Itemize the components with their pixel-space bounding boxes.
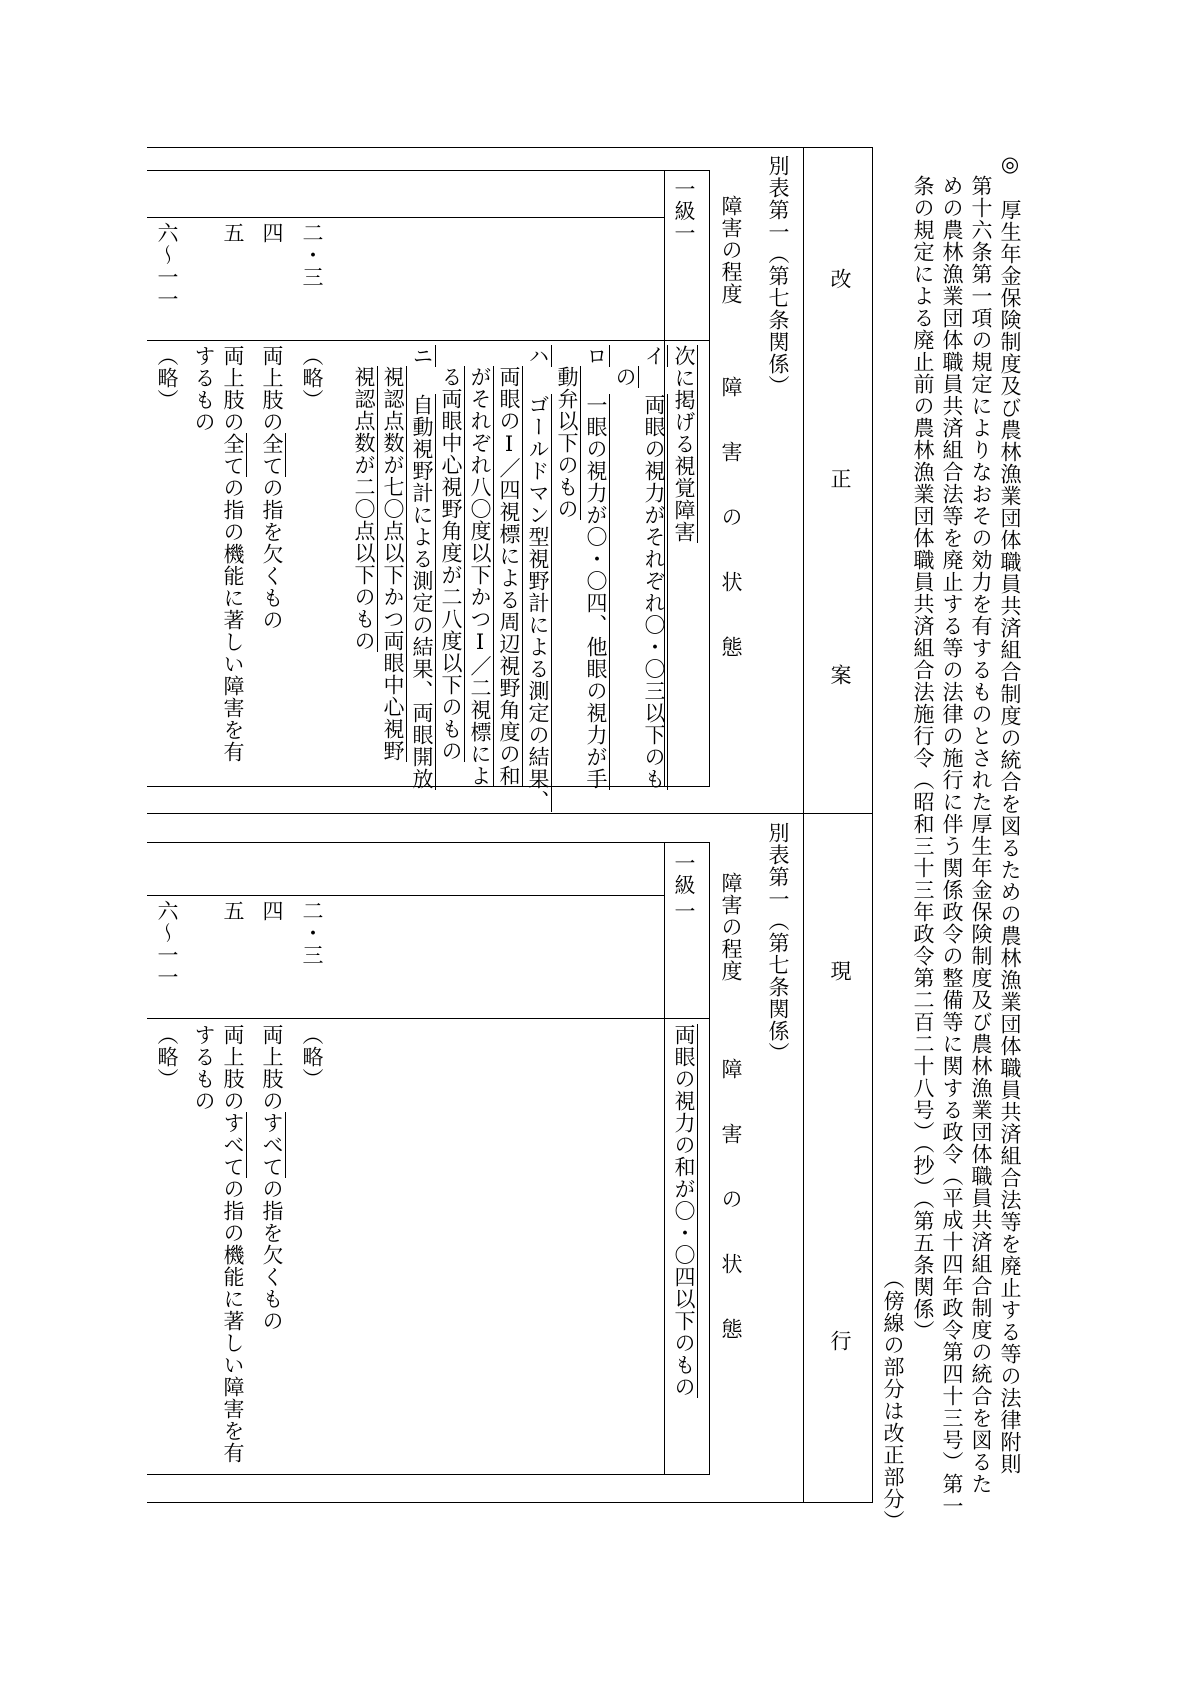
current-header-grade: 障害の程度 bbox=[719, 872, 743, 982]
revised-state-1-i-mark bbox=[640, 345, 668, 367]
revised-label-3: 案 bbox=[828, 664, 852, 686]
current-state-5-line1: 両上肢のすべての指の機能に著しい障害を有 bbox=[221, 1024, 245, 1464]
revised-state-1-ni-line3 bbox=[350, 366, 378, 652]
revised-state-1-ro-mark bbox=[582, 345, 610, 367]
current-table-title: 別表第一（第七条関係） bbox=[766, 822, 790, 1064]
amended-text: ゴールドマン型視野計による測定の結果、 bbox=[526, 394, 550, 812]
revised-grade-1: 一 bbox=[672, 222, 696, 244]
revised-grade-2-3: 二・三 bbox=[300, 222, 324, 288]
amended-text: の bbox=[613, 366, 637, 388]
current-table-bottom bbox=[147, 1474, 710, 1475]
current-grade-5: 五 bbox=[221, 900, 245, 922]
amended-text: 視認点数が七〇点以下かつ両眼中心視野 bbox=[381, 366, 405, 762]
current-grade-header: 一級 bbox=[672, 852, 696, 896]
current-state-4: 両上肢のすべての指を欠くもの bbox=[260, 1024, 284, 1332]
current-grade-6-11: 六〜一一 bbox=[155, 900, 179, 988]
revised-grade-4: 四 bbox=[260, 222, 284, 244]
revised-state-1-ro-line1 bbox=[582, 394, 610, 790]
amended-text: 両眼の視力の和が〇・〇四以下のもの bbox=[672, 1024, 696, 1398]
current-header-divider bbox=[664, 842, 665, 1475]
amended-text: すべて bbox=[221, 1112, 245, 1178]
current-label-1: 現 bbox=[828, 960, 852, 982]
revised-table-right bbox=[709, 170, 710, 787]
amended-text: がそれぞれ八〇度以下かつⅠ／二視標によ bbox=[468, 366, 492, 787]
revised-state-1-ni-mark bbox=[408, 345, 436, 367]
current-state-6-11: （略） bbox=[155, 1024, 179, 1090]
revised-state-1-ni-line2 bbox=[379, 366, 407, 762]
revised-label-2: 正 bbox=[828, 468, 852, 490]
amended-text: 次に掲げる視覚障害 bbox=[672, 345, 696, 543]
amendment-note: （傍線の部分は改正部分） bbox=[881, 1268, 905, 1532]
frame-middle bbox=[147, 813, 873, 814]
amended-text: 自動視野計による測定の結果、両眼開放 bbox=[410, 394, 434, 790]
title-line-1: ◎ 厚生年金保険制度及び農林漁業団体職員共済組合制度の統合を図るための農林漁業団体職員共済組合法等を廃止する等の法律附則 bbox=[998, 152, 1022, 1475]
revised-state-4: 両上肢の全ての指を欠くもの bbox=[260, 345, 284, 631]
current-grade-header-divider bbox=[147, 895, 665, 896]
amended-text: 全て bbox=[221, 433, 245, 477]
current-state-5-line2: するもの bbox=[192, 1024, 216, 1112]
frame-right bbox=[872, 147, 873, 1503]
amended-text: 両眼のⅠ／四視標による周辺視野角度の和 bbox=[497, 366, 521, 787]
amended-text: ハ bbox=[526, 345, 550, 367]
revised-state-1-ro-line2 bbox=[553, 366, 581, 520]
amended-text: 一眼の視力が〇・〇四、他眼の視力が手 bbox=[584, 394, 608, 790]
frame-label-divider bbox=[803, 147, 804, 1503]
frame-bottom bbox=[147, 1502, 873, 1503]
revised-state-1-ha-line1 bbox=[524, 394, 552, 812]
amended-text: 動弁以下のもの bbox=[555, 366, 579, 520]
current-grade-2-3: 二・三 bbox=[300, 900, 324, 966]
revised-state-1-ha-mark bbox=[524, 345, 552, 367]
amended-text: 両眼の視力がそれぞれ〇・〇三以下のも bbox=[642, 394, 666, 790]
amended-text: イ bbox=[642, 345, 666, 367]
current-grade-1: 一 bbox=[672, 900, 696, 922]
revised-state-1-ha-line4 bbox=[437, 366, 465, 762]
current-table-right bbox=[709, 842, 710, 1475]
revised-grade-header: 一級 bbox=[672, 178, 696, 222]
amended-text: すべて bbox=[260, 1112, 284, 1178]
current-grade-state-divider bbox=[147, 1018, 710, 1019]
title-line-3: めの農林漁業団体職員共済組合法等を廃止する等の法律の施行に伴う関係政令の整備等に関する政令（平成十四年政令第四十三号）第一 bbox=[940, 175, 964, 1517]
current-state-1 bbox=[670, 1024, 698, 1398]
revised-header-state: 障害の状態 bbox=[719, 376, 743, 701]
current-header-state: 障害の状態 bbox=[719, 1058, 743, 1383]
frame-top bbox=[147, 147, 873, 148]
revised-state-1-ha-line2 bbox=[495, 366, 523, 787]
revised-label-1: 改 bbox=[828, 268, 852, 290]
current-label-2: 行 bbox=[828, 1330, 852, 1352]
revised-state-1-intro bbox=[670, 345, 698, 543]
amended-text: 視認点数が二〇点以下のもの bbox=[352, 366, 376, 652]
revised-state-1-ha-line3 bbox=[466, 366, 494, 787]
revised-state-5-line1: 両上肢の全ての指の機能に著しい障害を有 bbox=[221, 345, 245, 763]
revised-grade-header-divider bbox=[147, 217, 665, 218]
revised-grade-state-divider bbox=[147, 340, 710, 341]
revised-header-grade: 障害の程度 bbox=[719, 195, 743, 305]
title-line-2: 第十六条第一項の規定によりなおその効力を有するものとされた厚生年金保険制度及び農林漁業団体職員共済組合制度の統合を図るた bbox=[969, 175, 993, 1495]
revised-table-top bbox=[147, 170, 710, 171]
revised-grade-5: 五 bbox=[221, 222, 245, 244]
title-line-4: 条の規定による廃止前の農林漁業団体職員共済組合法施行令（昭和三十三年政令第二百二十八号）（抄）（第五条関係） bbox=[911, 175, 935, 1342]
current-grade-4: 四 bbox=[260, 900, 284, 922]
revised-grade-6-11: 六〜一一 bbox=[155, 222, 179, 310]
revised-state-2-3: （略） bbox=[300, 345, 324, 411]
current-state-2-3: （略） bbox=[300, 1024, 324, 1090]
revised-state-1-i-line1 bbox=[640, 394, 668, 790]
revised-state-5-line2: するもの bbox=[192, 345, 216, 433]
revised-state-6-11: （略） bbox=[155, 345, 179, 411]
amended-text: ロ bbox=[584, 345, 608, 367]
revised-state-1-ni-line1 bbox=[408, 394, 436, 790]
amended-text: 全て bbox=[260, 433, 284, 477]
current-table-top bbox=[147, 842, 710, 843]
amended-text: る両眼中心視野角度が二八度以下のもの bbox=[439, 366, 463, 762]
amended-text: ニ bbox=[410, 345, 434, 367]
revised-table-title: 別表第一（第七条関係） bbox=[766, 155, 790, 397]
revised-state-1-i-line2 bbox=[611, 366, 639, 388]
